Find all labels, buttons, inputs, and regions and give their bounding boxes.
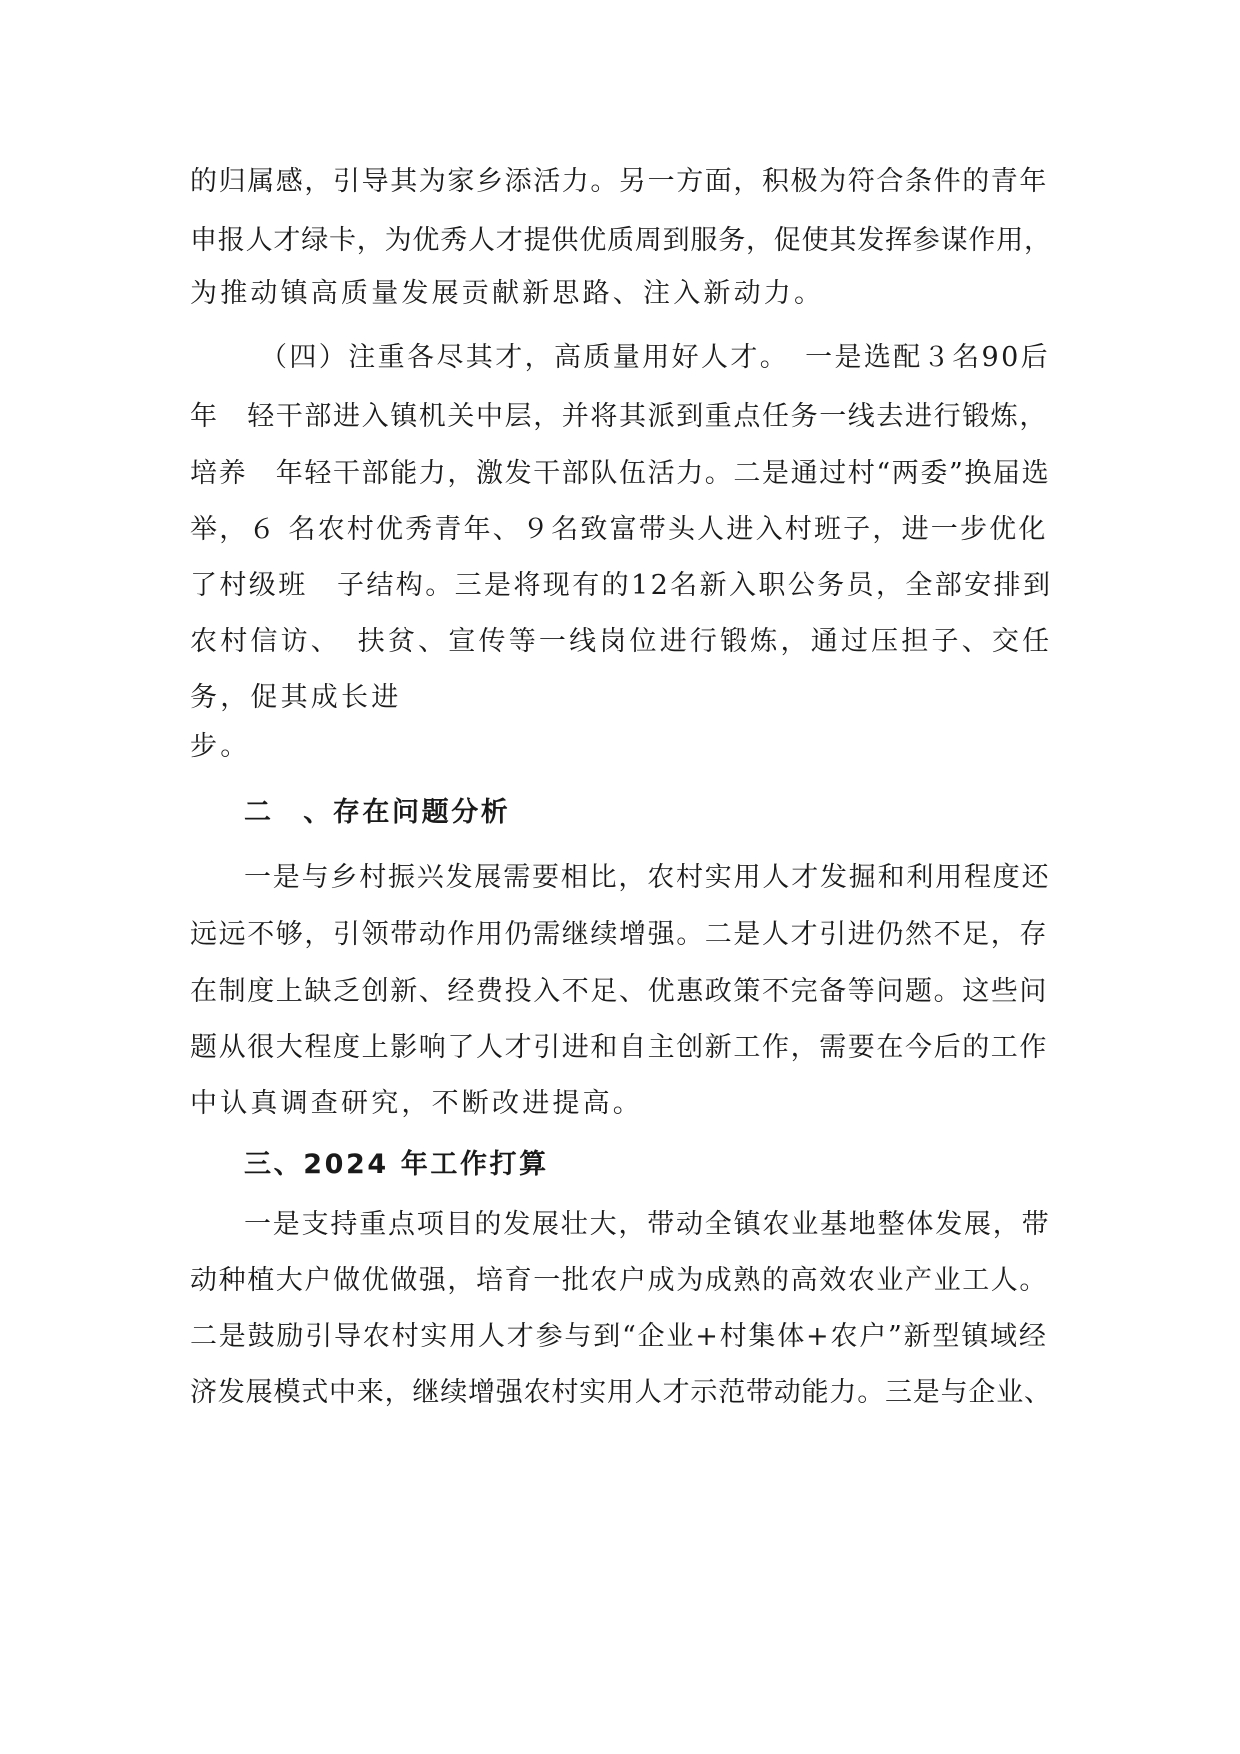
text-line: 农村信访、 扶贫、宣传等一线岗位进行锻炼，通过压担子、交任: [190, 626, 1053, 657]
text-line: 济发展模式中来，继续增强农村实用人才示范带动能力。三是与企业、: [190, 1377, 1052, 1408]
section-heading-2024-work-plan: 三、2024 年工作打算: [244, 1149, 549, 1180]
text-line: 举，６ 名农村优秀青年、９名致富带头人进入村班子，进一步优化: [190, 514, 1048, 545]
text-line: 步。: [190, 731, 251, 762]
text-line: 题从很大程度上影响了人才引进和自主创新工作，需要在今后的工作: [190, 1032, 1048, 1063]
text-line: （四）注重各尽其才，高质量用好人才。 一是选配３名90后: [260, 342, 1051, 373]
text-line: 了村级班 子结构。三是将现有的12名新入职公务员，全部安排到: [190, 570, 1053, 601]
text-line: 申报人才绿卡，为优秀人才提供优质周到服务，促使其发挥参谋作用，: [190, 225, 1052, 256]
text-line: 远远不够，引领带动作用仍需继续增强。二是人才引进仍然不足，存: [190, 919, 1048, 950]
text-line: 培养 年轻干部能力，激发干部队伍活力。二是通过村“两委”换届选: [190, 458, 1051, 489]
text-line: 二是鼓励引导农村实用人才参与到“企业+村集体+农户”新型镇域经: [190, 1321, 1048, 1352]
text-line: 在制度上缺乏创新、经费投入不足、优惠政策不完备等问题。这些问: [190, 976, 1048, 1007]
text-line: 务，促其成长进: [190, 682, 402, 713]
text-line: 中认真调查研究，不断改进提高。: [190, 1088, 643, 1119]
text-line: 的归属感，引导其为家乡添活力。另一方面，积极为符合条件的青年: [190, 166, 1048, 197]
text-line: 动种植大户做优做强，培育一批农户成为成熟的高效农业产业工人。: [190, 1265, 1048, 1296]
text-line: 为推动镇高质量发展贡献新思路、注入新动力。: [190, 278, 825, 309]
text-line: 年 轻干部进入镇机关中层，并将其派到重点任务一线去进行锻炼，: [190, 401, 1048, 432]
text-line: 一是支持重点项目的发展壮大，带动全镇农业基地整体发展，带: [244, 1209, 1051, 1240]
text-line: 一是与乡村振兴发展需要相比，农村实用人才发掘和利用程度还: [244, 862, 1051, 893]
section-heading-problem-analysis: 二 、存在问题分析: [244, 797, 511, 828]
